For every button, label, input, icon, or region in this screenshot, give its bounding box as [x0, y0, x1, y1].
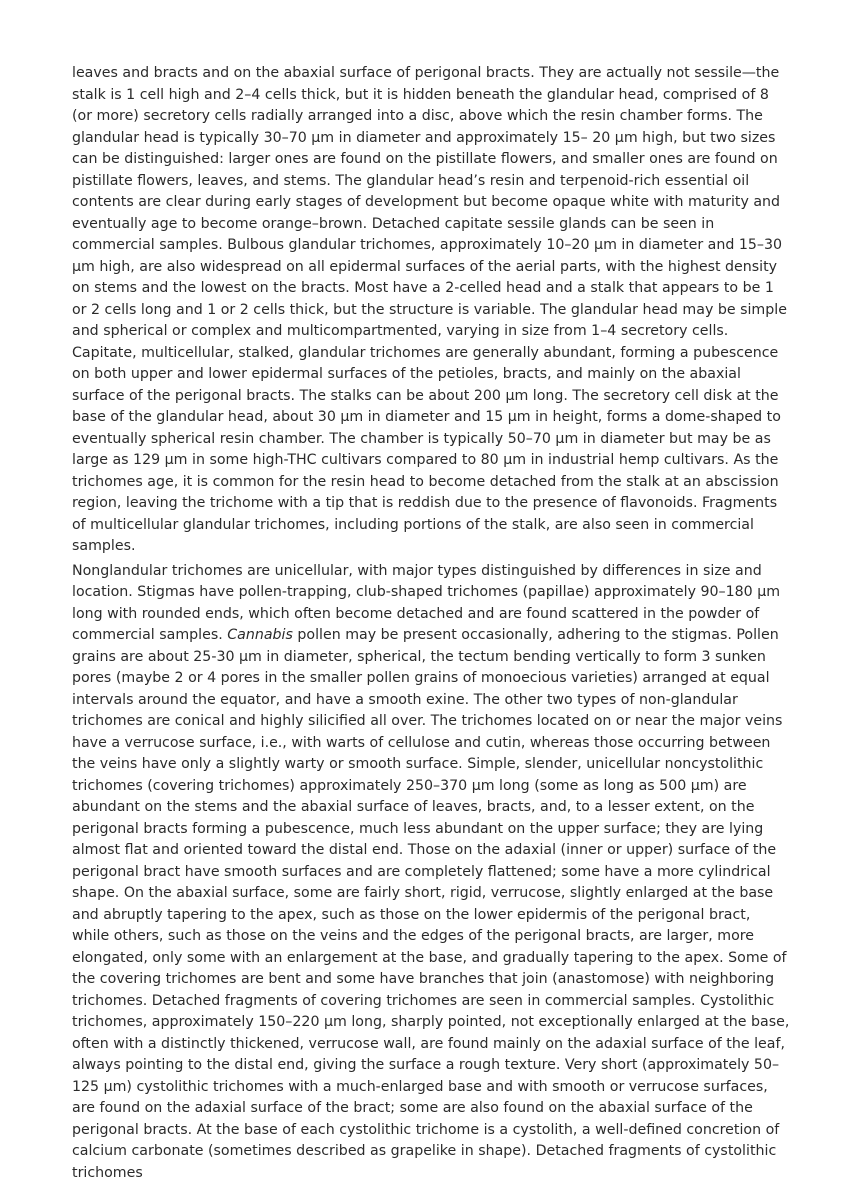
- paragraph-glandular-trichomes: [72, 63, 792, 558]
- paragraph-text: leaves and bracts and on the abaxial surface of perigonal bracts. They are actually not sessile—the stalk is 1 cell high and 2–4 cells thick, but it is hidden beneath the glandular head, comprised of 8 (or more) secretory cells radially arranged into a disc, above which the resin chamber forms. The glandular head is typically 30–70 μm in diameter and approximately 15– 20 μm high, but two sizes can be distinguished: larger ones are found on the pistillate flowers, and smaller ones are found on pistillate flowers, leaves, and stems. The glandular head’s resin and terpenoid-rich essential oil contents are clear during early stages of development but become opaque white with maturity and eventually age to become orange–brown. Detached capitate sessile glands can be seen in commercial samples. Bulbous glandular trichomes, approximately 10–20 μm in diameter and 15–30 μm high, are also widespread on all epidermal surfaces of the aerial parts, with the highest density on stems and the lowest on the bracts. Most have a 2-celled head and a stalk that appears to be 1 or 2 cells long and 1 or 2 cells thick, but the structure is variable. The glandular head may be simple and spherical or complex and multicompartmented, varying in size from 1–4 secretory cells. Capitate, multicellular, stalked, glandular trichomes are generally abundant, forming a pubescence on both upper and lower epidermal surfaces of the petioles, bracts, and mainly on the abaxial surface of the perigonal bracts. The stalks can be about 200 μm long. The secretory cell disk at the base of the glandular head, about 30 μm in diameter and 15 μm in height, forms a dome-shaped to eventually spherical resin chamber. The chamber is typically 50–70 μm in diameter but may be as large as 129 μm in some high-THC cultivars compared to 80 μm in industrial hemp cultivars. As the trichomes age, it is common for the resin head to become detached from the stalk at an abscission region, leaving the trichome with a tip that is reddish due to the presence of flavonoids. Fragments of multicellular glandular trichomes, including portions of the stalk, are also seen in commercial samples.: [72, 65, 787, 554]
- genus-name-italic: Cannabis: [227, 627, 293, 643]
- paragraph-text: Nonglandular trichomes are unicellular, with major types distinguished by differences in size and location. Stigmas have pollen-trapping, club-shaped trichomes (papillae) approximately 90–180 μm long with rounded ends, which often become detached and are found scattered in the powder of commercial samples.: [72, 562, 781, 643]
- document-page: [72, 63, 792, 1187]
- paragraph-text: pollen may be present occasionally, adhering to the stigmas. Pollen grains are about 25-30 μm in diameter, spherical, the tectum bending vertically to form 3 sunken pores (maybe 2 or 4 pores in the smaller pollen grains of monoecious varieties) arranged at equal intervals around the equator, and have a smooth exine. The other two types of non-glandular trichomes are conical and highly silicified all over. The trichomes located on or near the major veins have a verrucose surface, i.e., with warts of cellulose and cutin, whereas those occurring between the veins have only a slightly warty or smooth surface. Simple, slender, unicellular noncystolithic trichomes (covering trichomes) approximately 250–370 μm long (some as long as 500 μm) are abundant on the stems and the abaxial surface of leaves, bracts, and, to a lesser extent, on the perigonal bracts forming a pubescence, much less abundant on the upper surface; they are lying almost flat and oriented toward the distal end. Those on the adaxial (inner or upper) surface of the perigonal bract have smooth surfaces and are completely flattened; some have a more cylindrical shape. On the abaxial surface, some are fairly short, rigid, verrucose, slightly enlarged at the base and abruptly tapering to the apex, such as those on the lower epidermis of the perigonal bract, while others, such as those on the veins and the edges of the perigonal bracts, are larger, more elongated, only some with an enlargement at the base, and gradually tapering to the apex. Some of the covering trichomes are bent and some have branches that join (anastomose) with neighboring trichomes. Detached fragments of covering trichomes are seen in commercial samples. Cystolithic trichomes, approximately 150–220 μm long, sharply pointed, not exceptionally enlarged at the base, often with a distinctly thickened, verrucose wall, are found mainly on the adaxial surface of the leaf, always pointing to the distal end, giving the surface a rough texture. Very short (approximately 50–125 μm) cystolithic trichomes with a much-enlarged base and with smooth or verrucose surfaces, are found on the adaxial surface of the bract; some are also found on the abaxial surface of the perigonal bracts. At the base of each cystolithic trichome is a cystolith, a well-defined concretion of calcium carbonate (sometimes described as grapelike in shape). Detached fragments of cystolithic trichomes: [72, 627, 790, 1181]
- paragraph-nonglandular-trichomes: [72, 561, 792, 1185]
